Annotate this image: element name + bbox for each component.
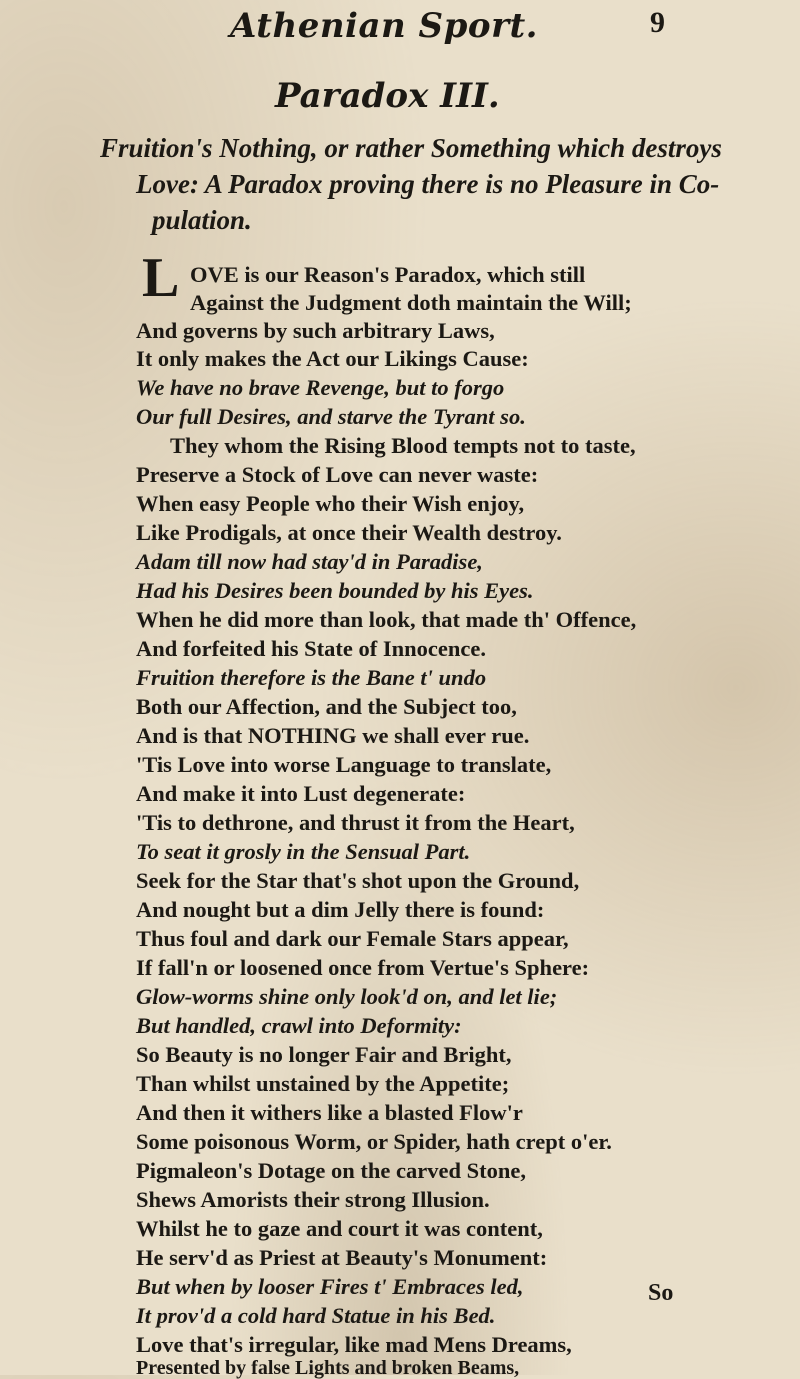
poem-line: 'Tis to dethrone, and thrust it from the Heart, xyxy=(136,810,575,835)
page-number: 9 xyxy=(650,6,665,39)
poem-line: It prov'd a cold hard Statue in his Bed. xyxy=(136,1303,496,1328)
poem-line: It only makes the Act our Likings Cause: xyxy=(136,346,529,371)
poem-line: Against the Judgment doth maintain the Will; xyxy=(190,290,632,315)
poem-line: Seek for the Star that's shot upon the Ground, xyxy=(136,868,580,893)
poem-line: And nought but a dim Jelly there is found: xyxy=(136,897,545,922)
poem-line: Presented by false Lights and broken Beams, xyxy=(136,1357,520,1379)
poem-line: We have no brave Revenge, but to forgo xyxy=(136,375,505,400)
poem-line: Adam till now had stay'd in Paradise, xyxy=(136,549,483,574)
poem-line: Than whilst unstained by the Appetite; xyxy=(136,1071,510,1096)
poem-line: Fruition therefore is the Bane t' undo xyxy=(136,665,487,690)
poem-line: When easy People who their Wish enjoy, xyxy=(136,491,525,516)
poem-line: Thus foul and dark our Female Stars appear, xyxy=(136,926,569,951)
poem-line: When he did more than look, that made th' Offence, xyxy=(136,607,637,632)
poem-line: Had his Desires been bounded by his Eyes. xyxy=(136,578,534,603)
poem-line: Like Prodigals, at once their Wealth destroy. xyxy=(136,520,562,545)
poem-line: But when by looser Fires t' Embraces led, xyxy=(136,1274,524,1299)
poem-line: And is that NOTHING we shall ever rue. xyxy=(136,723,530,748)
catchword: So xyxy=(648,1280,674,1306)
poem-line: Pigmaleon's Dotage on the carved Stone, xyxy=(136,1158,526,1183)
poem-line: And then it withers like a blasted Flow'r xyxy=(136,1100,523,1125)
poem-line: If fall'n or loosened once from Vertue's Sphere: xyxy=(136,955,590,980)
poem-line: And make it into Lust degenerate: xyxy=(136,781,466,806)
poem-line: Both our Affection, and the Subject too, xyxy=(136,694,517,719)
subtitle xyxy=(100,130,790,238)
drop-cap: L xyxy=(142,247,180,309)
running-head: Athenian Sport. xyxy=(230,6,539,46)
subtitle-line: pulation. xyxy=(152,205,252,235)
poem-line: Whilst he to gaze and court it was content, xyxy=(136,1216,543,1241)
subtitle-line: Fruition's Nothing, or rather Something which destroys xyxy=(100,133,722,163)
chapter-title: Paradox III. xyxy=(275,76,500,116)
poem-line: Love that's irregular, like mad Mens Dreams, xyxy=(136,1332,572,1357)
poem-line: Our full Desires, and starve the Tyrant so. xyxy=(136,404,526,429)
poem-line: Shews Amorists their strong Illusion. xyxy=(136,1187,490,1212)
poem-line: So Beauty is no longer Fair and Bright, xyxy=(136,1042,512,1067)
poem-line: Preserve a Stock of Love can never waste: xyxy=(136,462,539,487)
poem-line: Glow-worms shine only look'd on, and let lie; xyxy=(136,984,558,1009)
poem-line: And forfeited his State of Innocence. xyxy=(136,636,486,661)
subtitle-line: Love: A Paradox proving there is no Pleasure in Co- xyxy=(136,169,720,199)
poem-line: They whom the Rising Blood tempts not to taste, xyxy=(170,433,636,458)
poem-line: And governs by such arbitrary Laws, xyxy=(136,318,495,343)
poem-line: 'Tis Love into worse Language to translate, xyxy=(136,752,552,777)
poem-line: OVE is our Reason's Paradox, which still xyxy=(190,262,586,287)
poem-line: To seat it grosly in the Sensual Part. xyxy=(136,839,471,864)
poem-line: He serv'd as Priest at Beauty's Monument: xyxy=(136,1245,548,1270)
poem-line: But handled, crawl into Deformity: xyxy=(136,1013,462,1038)
poem-line: Some poisonous Worm, or Spider, hath crept o'er. xyxy=(136,1129,612,1154)
